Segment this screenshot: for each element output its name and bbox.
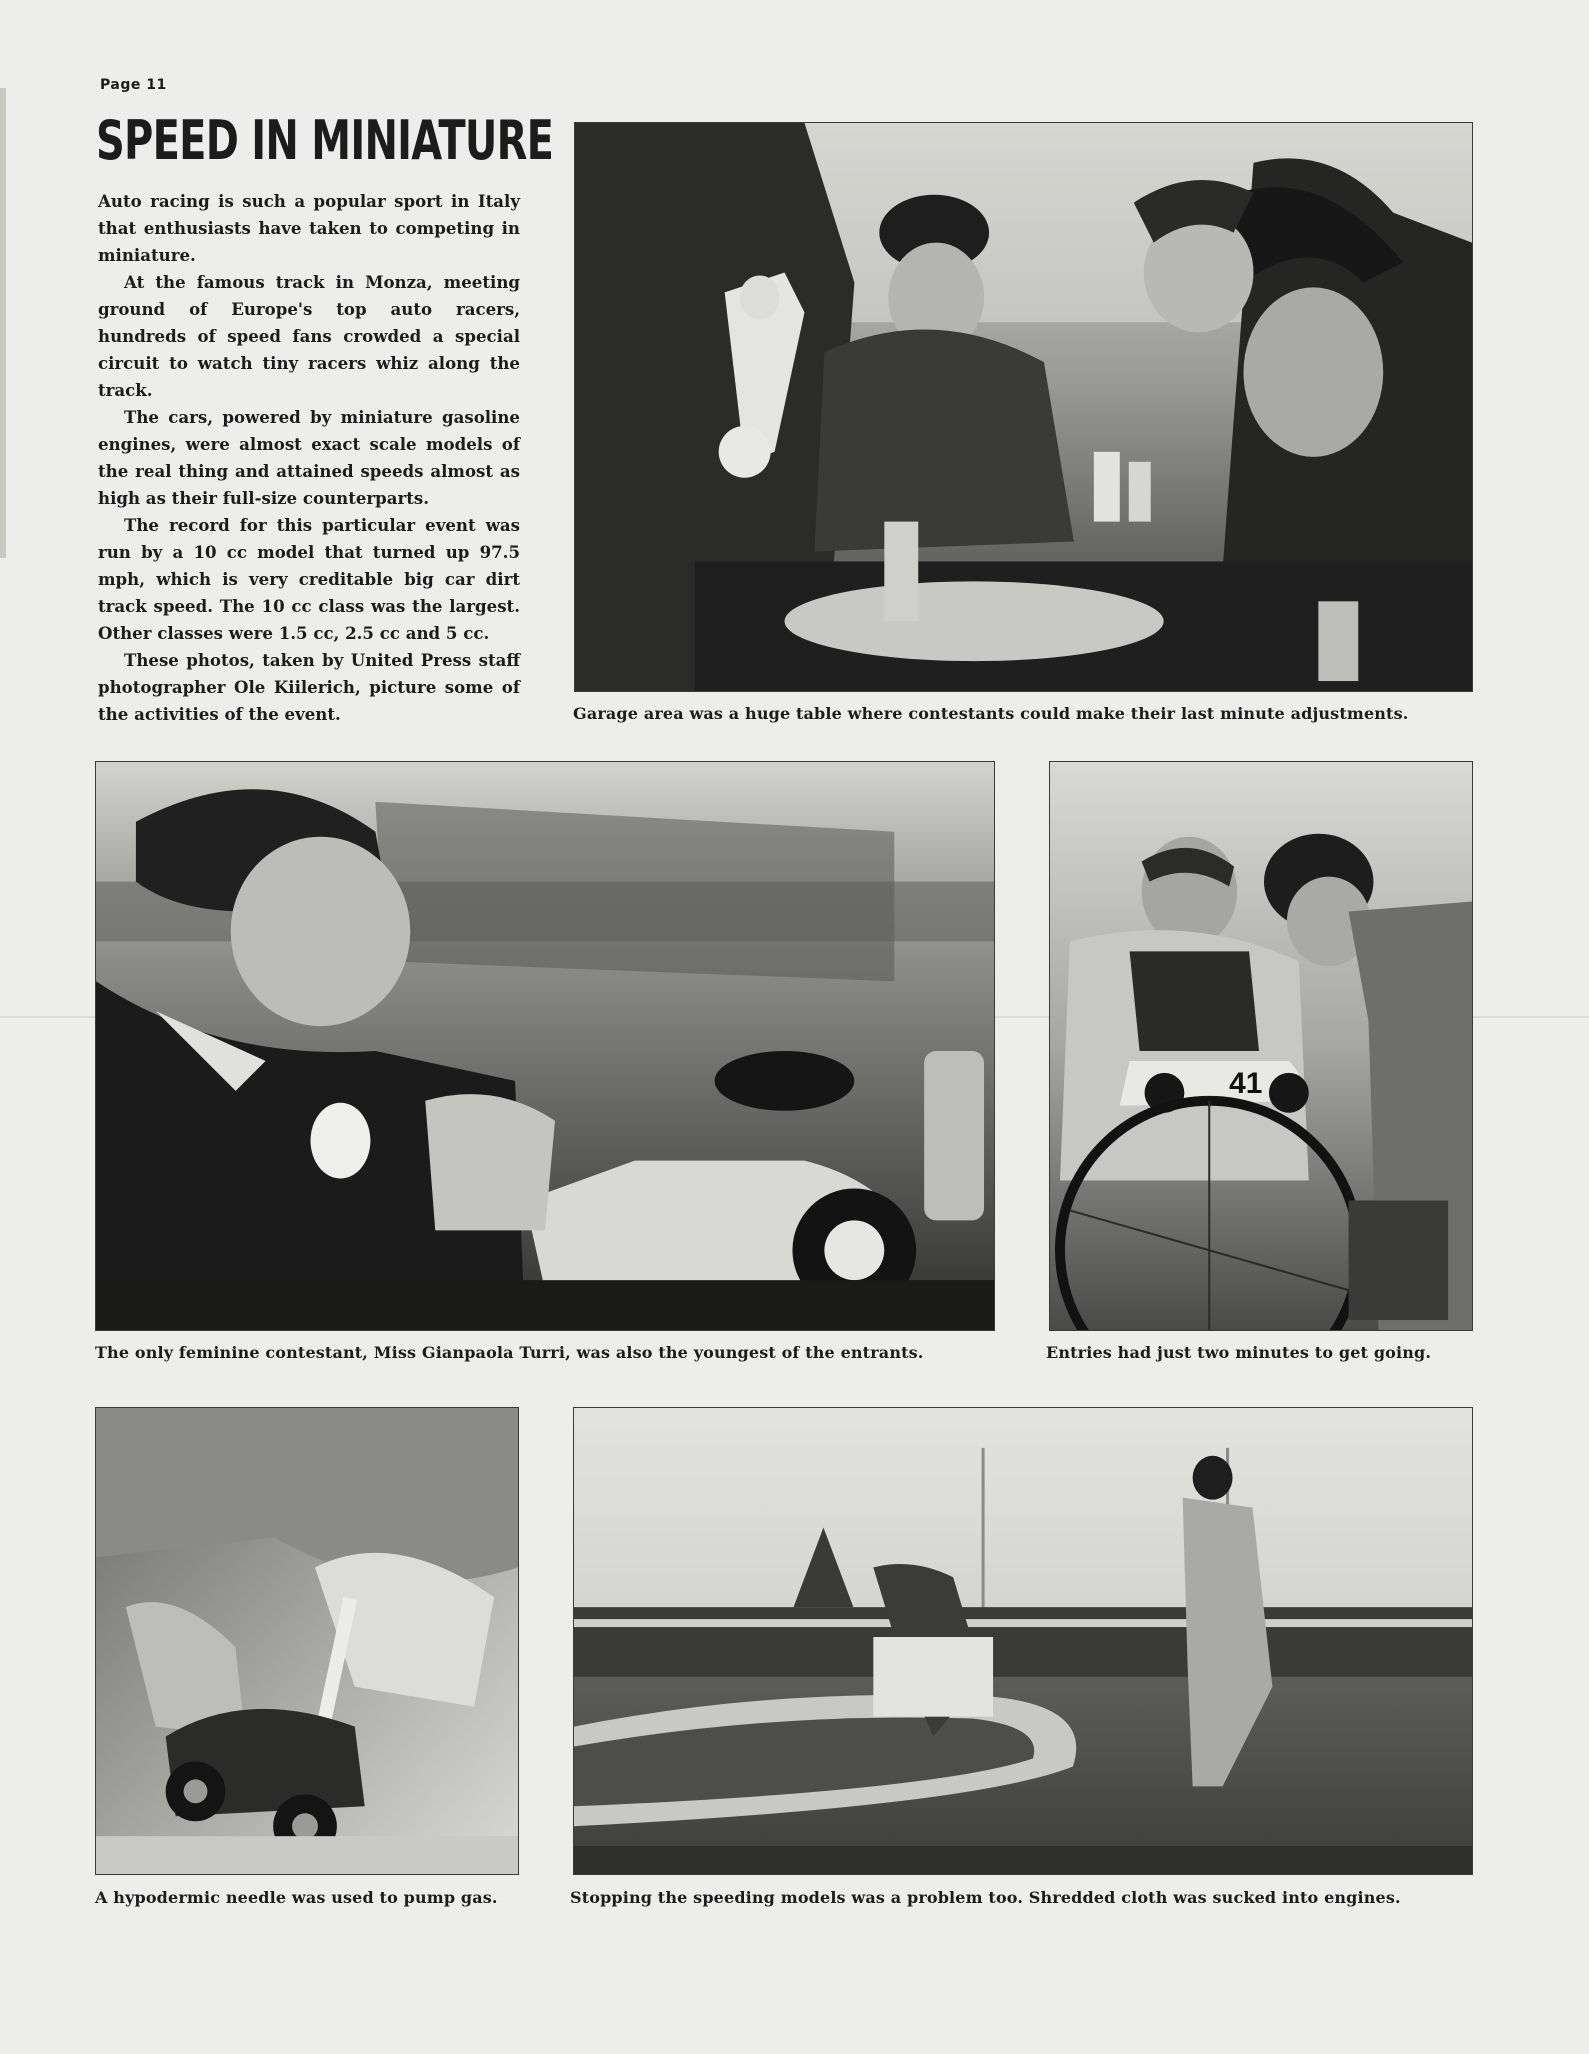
photo-hypodermic-needle	[95, 1407, 519, 1875]
photo-garage-table	[574, 122, 1473, 692]
article-paragraph: The record for this particular event was run by a 10 cc model that turned up 97.5 mph, which is very creditable big car dirt track speed. The 10 cc class was the largest. Other classes were 1.5 cc, 2.5 cc and 5 cc.	[98, 515, 520, 643]
article-paragraph: Auto racing is such a popular sport in Italy that enthusiasts have taken to competing in miniature.	[98, 191, 520, 265]
article-body	[98, 188, 520, 728]
photo-stopping-models	[573, 1407, 1473, 1875]
caption-entries: Entries had just two minutes to get going.	[1046, 1343, 1432, 1362]
caption-feminine-contestant: The only feminine contestant, Miss Gianpaola Turri, was also the youngest of the entrants.	[95, 1343, 924, 1362]
headline: SPEED IN MINIATURE	[96, 109, 554, 172]
car-number: 41	[1229, 1066, 1263, 1100]
photo-feminine-contestant	[95, 761, 995, 1331]
article-paragraph: The cars, powered by miniature gasoline engines, were almost exact scale models of the real thing and attained speeds almost as high as their full-size counterparts.	[98, 407, 520, 508]
binding-edge	[0, 88, 6, 558]
caption-garage: Garage area was a huge table where contestants could make their last minute adjustments.	[573, 704, 1409, 723]
article-paragraph: These photos, taken by United Press staff photographer Ole Kiilerich, picture some of the activities of the event.	[98, 650, 520, 724]
caption-hypodermic-needle: A hypodermic needle was used to pump gas.	[95, 1888, 498, 1907]
article-paragraph: At the famous track in Monza, meeting ground of Europe's top auto racers, hundreds of speed fans crowded a special circuit to watch tiny racers whiz along the track.	[98, 272, 520, 400]
caption-stopping-models: Stopping the speeding models was a problem too. Shredded cloth was sucked into engines.	[570, 1888, 1401, 1907]
photo-entries-starting	[1049, 761, 1473, 1331]
page-number: Page 11	[100, 77, 167, 93]
